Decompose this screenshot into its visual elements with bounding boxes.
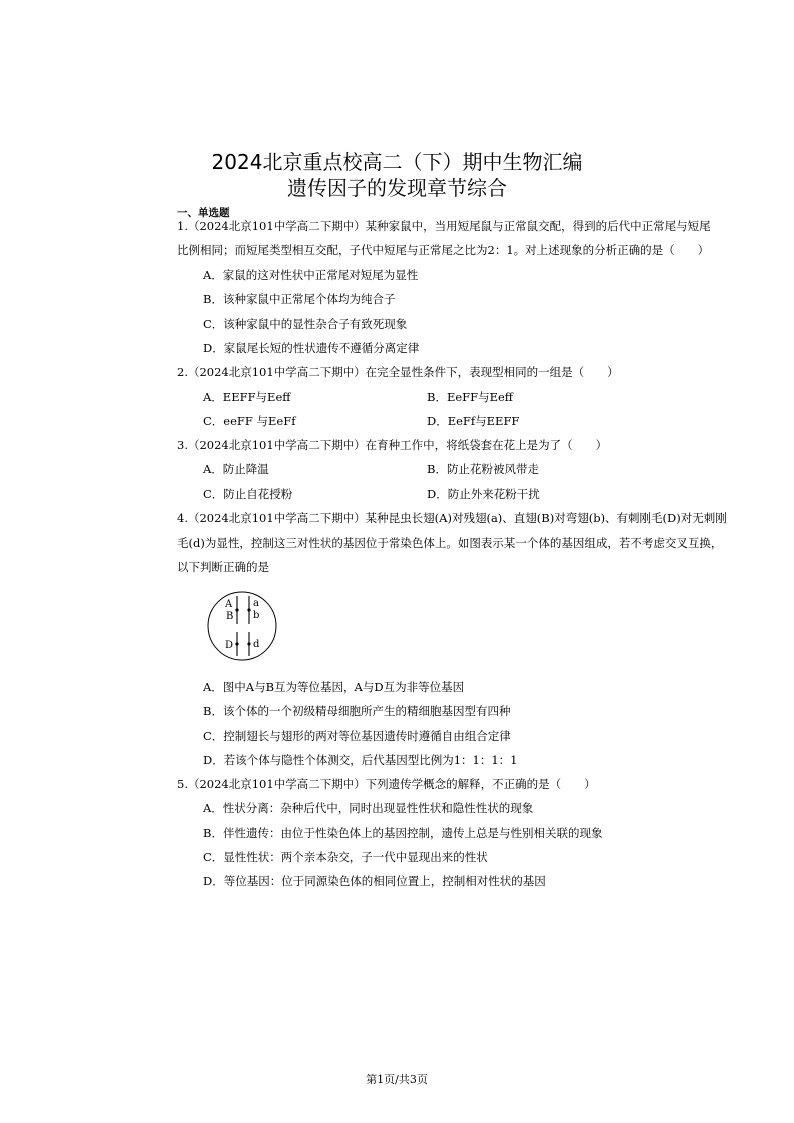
gene-label-b: b — [253, 610, 260, 621]
question-1-option-a: A．家鼠的这对性状中正常尾对短尾为显性 — [203, 268, 419, 282]
question-2-option-c: C．eeFF 与EeFf — [203, 414, 296, 428]
gene-label-a: a — [253, 598, 259, 609]
question-2-option-a: A．EEFF与Eeff — [203, 390, 291, 404]
gene-label-B: B — [226, 611, 234, 622]
page-footer: 第1页/共3页 — [366, 1073, 428, 1086]
centromere-right-lower — [247, 642, 250, 645]
question-5-option-b: B．伴性遗传：由位于性染色体上的基因控制，遗传上总是与性别相关联的现象 — [203, 826, 603, 840]
question-3-option-c: C．防止自花授粉 — [203, 487, 293, 501]
question-4-option-d: D．若该个体与隐性个体测交，后代基因型比例为1：1：1：1 — [203, 753, 518, 767]
question-4-option-a: A．图中A与B互为等位基因，A与D互为非等位基因 — [203, 680, 465, 694]
question-2-stem: 2.（2024北京101中学高二下期中）在完全显性条件下，表现型相同的一组是（ ） — [177, 365, 619, 379]
question-1-stem-line-1: 1.（2024北京101中学高二下期中）某种家鼠中，当用短尾鼠与正常鼠交配，得到的后代中正常尾与短尾 — [177, 219, 711, 233]
question-5-option-c: C．显性性状：两个亲本杂交，子一代中显现出来的性状 — [203, 850, 488, 864]
question-4-stem-line-2: 毛(d)为显性，控制这三对性状的基因位于常染色体上。如图表示某一个体的基因组成，若不考虑交叉互换， — [177, 536, 723, 550]
question-2-option-b: B．EeFF与Eeff — [427, 390, 513, 404]
question-4-stem-line-1: 4.（2024北京101中学高二下期中）某种昆虫长翅(A)对残翅(a)、直翅(B)对弯翅(b)、有刺刚毛(D)对无刺刚 — [177, 511, 727, 525]
centromere-right-upper — [247, 608, 250, 611]
question-5-option-d: D．等位基因：位于同源染色体的相同位置上，控制相对性状的基因 — [203, 874, 546, 888]
question-1-stem-line-2: 比例相同；而短尾类型相互交配，子代中短尾与正常尾之比为2：1。对上述现象的分析正确的是（ ） — [177, 243, 710, 257]
page-title: 2024北京重点校高二（下）期中生物汇编 — [211, 150, 583, 174]
centromere-left-lower — [235, 642, 238, 645]
question-3-option-d: D．防止外来花粉干扰 — [427, 487, 540, 501]
question-4-stem-line-3: 以下判断正确的是 — [177, 560, 269, 574]
question-1-option-b: B．该种家鼠中正常尾个体均为纯合子 — [203, 292, 396, 306]
page-subtitle: 遗传因子的发现章节综合 — [287, 176, 507, 200]
cell-outline — [208, 592, 276, 660]
question-3-option-a: A．防止降温 — [203, 462, 269, 476]
question-4-option-c: C．控制翅长与翅形的两对等位基因遗传时遵循自由组合定律 — [203, 729, 511, 743]
centromere-left-upper — [235, 608, 238, 611]
question-2-option-d: D．EeFf与EEFF — [427, 414, 520, 428]
section-heading: 一、单选题 — [177, 207, 230, 219]
cell-chromosome-figure — [205, 588, 285, 664]
question-3-stem: 3.（2024北京101中学高二下期中）在育种工作中，将纸袋套在花上是为了（ ） — [177, 438, 608, 452]
gene-label-A: A — [225, 599, 233, 610]
question-5-option-a: A．性状分离：杂种后代中，同时出现显性性状和隐性性状的现象 — [203, 801, 534, 815]
question-1-option-d: D．家鼠尾长短的性状遗传不遵循分离定律 — [203, 341, 420, 355]
gene-label-d: d — [253, 639, 260, 650]
question-4-option-b: B．该个体的一个初级精母细胞所产生的精细胞基因型有四种 — [203, 704, 511, 718]
gene-label-D: D — [225, 640, 234, 651]
question-1-option-c: C．该种家鼠中的显性杂合子有致死现象 — [203, 317, 408, 331]
question-3-option-b: B．防止花粉被风带走 — [427, 462, 539, 476]
question-5-stem: 5.（2024北京101中学高二下期中）下列遗传学概念的解释，不正确的是（ ） — [177, 777, 596, 791]
